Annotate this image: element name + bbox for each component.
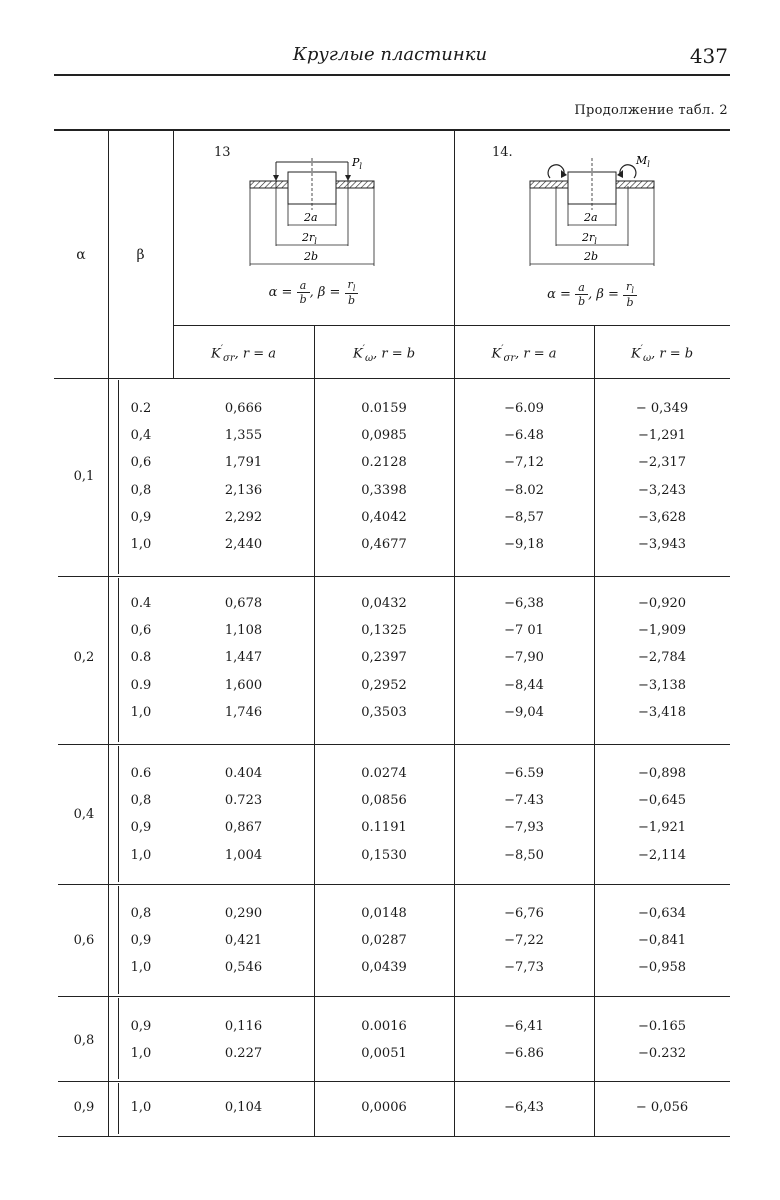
beta-value: 1,0 <box>130 847 152 863</box>
k-sigma-14: −6,43 <box>504 1100 544 1115</box>
k-sigma-14: −6,41 <box>504 1019 544 1034</box>
k-sigma-14: −7,12 <box>504 455 544 471</box>
group-rule <box>58 996 730 997</box>
k-sigma-14: −7,22 <box>504 933 544 949</box>
beta-value: 1,0 <box>130 1100 152 1115</box>
alpha-value: 0,1 <box>73 469 95 484</box>
beta-value: 1,0 <box>130 960 152 976</box>
running-title: Круглые пластинки <box>292 44 488 65</box>
k-omega-14: −3,243 <box>637 482 687 498</box>
group-rule <box>58 884 730 885</box>
group-rule <box>58 744 730 745</box>
beta-value: 0,8 <box>130 793 152 809</box>
alpha-value: 0,8 <box>73 1032 95 1048</box>
k-omega-13: 0,0287 <box>361 933 407 949</box>
case14-diagram <box>520 150 680 272</box>
k-sigma-13: 0,867 <box>224 820 263 836</box>
k-sigma-14: −6.59 <box>504 766 544 781</box>
k-sigma-13: 0.404 <box>224 766 263 781</box>
k-sigma-13: 1,600 <box>224 677 263 693</box>
k-omega-14: −0,898 <box>637 766 687 781</box>
k-omega-13: 0,0051 <box>361 1046 407 1062</box>
vline-case13-case14 <box>454 131 455 378</box>
k-omega-13: 0,0006 <box>361 1100 407 1115</box>
k-sigma-14: −7 01 <box>504 623 544 639</box>
k-omega-13: 0,0856 <box>361 793 407 809</box>
case14-dim-2b: 2b <box>584 250 599 263</box>
k-omega-13: 0,0432 <box>361 596 407 611</box>
k-sigma-13: 0.227 <box>224 1046 263 1062</box>
k-omega-13: 0,4042 <box>361 509 407 525</box>
case14-col-sigma: $K'_{\sigma r}$, r = a <box>491 344 557 364</box>
k-sigma-14: −9,04 <box>504 704 544 720</box>
k-sigma-13: 0,116 <box>224 1019 263 1034</box>
k-sigma-14: −7.43 <box>504 793 544 809</box>
beta-value: 0,6 <box>130 623 152 639</box>
k-sigma-14: −6,76 <box>504 906 544 921</box>
group-vline-mid <box>454 996 455 1081</box>
case14-dim-2r: $2r_l$ <box>582 231 597 246</box>
k-omega-14: −0.165 <box>637 1019 687 1034</box>
case13-number: 13 <box>214 145 231 160</box>
k-omega-13: 0,1530 <box>361 847 407 863</box>
case13-diagram <box>240 150 400 272</box>
beta-value: 0.8 <box>130 650 152 666</box>
k-sigma-14: −6.86 <box>504 1046 544 1062</box>
k-omega-14: −0,920 <box>637 596 687 611</box>
k-sigma-13: 1,746 <box>224 704 263 720</box>
k-omega-13: 0,3503 <box>361 704 407 720</box>
case14-number: 14. <box>492 145 513 160</box>
k-omega-14: −0,958 <box>637 960 687 976</box>
k-omega-13: 0,2397 <box>361 650 407 666</box>
k-sigma-14: −9,18 <box>504 537 544 552</box>
alpha-value: 0,6 <box>73 933 95 949</box>
beta-value: 0.6 <box>130 766 152 781</box>
group-vline-c1 <box>314 744 315 884</box>
k-sigma-13: 1,447 <box>224 650 263 666</box>
k-sigma-14: −7,93 <box>504 820 544 836</box>
k-omega-14: −1,921 <box>637 820 687 836</box>
case13-col-omega: $K'_\omega$, r = b <box>352 344 416 364</box>
beta-value: 0.2 <box>130 401 152 416</box>
beta-header: β <box>136 247 145 263</box>
k-sigma-13: 2,136 <box>224 482 263 498</box>
beta-value: 0,8 <box>130 482 152 498</box>
beta-value: 0,6 <box>130 455 152 471</box>
k-sigma-13: 0,678 <box>224 596 263 611</box>
k-omega-13: 0.0016 <box>361 1019 407 1034</box>
k-omega-13: 0,3398 <box>361 482 407 498</box>
beta-value: 0,9 <box>130 1019 152 1034</box>
k-omega-13: 0.0159 <box>361 401 407 416</box>
k-omega-14: − 0,349 <box>635 401 689 416</box>
table-head-rule <box>54 378 730 379</box>
k-omega-13: 0,0439 <box>361 960 407 976</box>
k-sigma-14: −6,38 <box>504 596 544 611</box>
k-sigma-14: −7,90 <box>504 650 544 666</box>
k-sigma-14: −6.48 <box>504 428 544 444</box>
group-rule <box>58 1081 730 1082</box>
case13-dim-2b: 2b <box>304 250 319 263</box>
case13-col-sigma: $K'_{\sigma r}$, r = a <box>211 344 276 364</box>
case13-formula: α = $\frac{a}{b}$ , β = $\frac{r_l}{b}$ <box>173 278 454 307</box>
group-vline-c3 <box>594 996 595 1081</box>
k-omega-14: −2,114 <box>637 847 687 863</box>
k-sigma-13: 1,004 <box>224 847 263 863</box>
k-sigma-14: −7,73 <box>504 960 544 976</box>
subhead-rule <box>173 325 730 326</box>
k-omega-14: −2,317 <box>637 455 687 471</box>
k-omega-14: −3,943 <box>637 537 687 552</box>
beta-value: 0,8 <box>130 906 152 921</box>
k-omega-14: −3,418 <box>637 704 687 720</box>
k-omega-13: 0,4677 <box>361 537 407 552</box>
k-sigma-14: −8.02 <box>504 482 544 498</box>
case14-formula: α = $\frac{a}{b}$ , β = $\frac{r_l}{b}$ <box>454 280 730 309</box>
alpha-value: 0,2 <box>73 650 95 666</box>
beta-value: 1,0 <box>130 1046 152 1062</box>
beta-value: 0,9 <box>130 509 152 525</box>
beta-value: 0.4 <box>130 596 152 611</box>
k-sigma-14: −8,44 <box>504 677 544 693</box>
table-top-rule <box>54 129 730 131</box>
table-caption: Продолжение табл. 2 <box>574 103 728 118</box>
case13-load-label: $P_l$ <box>352 156 362 171</box>
k-sigma-14: −8,57 <box>504 509 544 525</box>
k-omega-14: −2,784 <box>637 650 687 666</box>
group-rule <box>58 576 730 577</box>
k-omega-13: 0.0274 <box>361 766 407 781</box>
group-vline-mid <box>454 744 455 884</box>
k-sigma-13: 0,290 <box>224 906 263 921</box>
beta-value: 0,9 <box>130 820 152 836</box>
k-omega-13: 0,0148 <box>361 906 407 921</box>
k-omega-13: 0.1191 <box>361 820 407 836</box>
k-sigma-13: 1,355 <box>224 428 263 444</box>
case13-dim-2r: $2r_l$ <box>302 231 317 246</box>
group-vline-beta <box>118 998 119 1079</box>
case14-load-label: $M_l$ <box>636 154 650 169</box>
case13-dim-2a: 2a <box>304 211 318 224</box>
alpha-value: 0,4 <box>73 806 95 822</box>
beta-value: 1,0 <box>130 537 152 552</box>
group-vline-c3 <box>594 744 595 884</box>
k-sigma-13: 0,104 <box>224 1100 263 1115</box>
beta-value: 1,0 <box>130 704 152 720</box>
k-omega-13: 0.2128 <box>361 455 407 471</box>
k-omega-14: −1,909 <box>637 623 687 639</box>
k-omega-14: −3,138 <box>637 677 687 693</box>
vline-beta-values <box>173 131 174 378</box>
beta-value: 0,9 <box>130 933 152 949</box>
k-omega-13: 0,2952 <box>361 677 407 693</box>
k-omega-14: −0,841 <box>637 933 687 949</box>
k-omega-13: 0,0985 <box>361 428 407 444</box>
k-sigma-13: 1,108 <box>224 623 263 639</box>
k-omega-14: −1,291 <box>637 428 687 444</box>
alpha-value: 0,9 <box>73 1100 95 1115</box>
k-omega-14: −0,634 <box>637 906 687 921</box>
group-rule <box>58 1136 730 1137</box>
beta-value: 0.9 <box>130 677 152 693</box>
alpha-header: α <box>76 247 86 263</box>
k-sigma-13: 0.723 <box>224 793 263 809</box>
case14-dim-2a: 2a <box>584 211 598 224</box>
k-omega-14: − 0,056 <box>635 1100 689 1115</box>
group-vline-c1 <box>314 996 315 1081</box>
k-omega-14: −3,628 <box>637 509 687 525</box>
k-omega-14: −0.232 <box>637 1046 687 1062</box>
k-sigma-14: −8,50 <box>504 847 544 863</box>
header-rule <box>54 74 730 76</box>
k-sigma-13: 0,546 <box>224 960 263 976</box>
k-sigma-14: −6.09 <box>504 401 544 416</box>
k-sigma-13: 0,421 <box>224 933 263 949</box>
k-omega-13: 0,1325 <box>361 623 407 639</box>
page-number: 437 <box>689 44 728 68</box>
k-sigma-13: 1,791 <box>224 455 263 471</box>
k-sigma-13: 2,292 <box>224 509 263 525</box>
k-omega-14: −0,645 <box>637 793 687 809</box>
beta-value: 0,4 <box>130 428 152 444</box>
k-sigma-13: 2,440 <box>224 537 263 552</box>
k-sigma-13: 0,666 <box>224 401 263 416</box>
case14-col-omega: $K'_\omega$, r = b <box>630 344 694 364</box>
